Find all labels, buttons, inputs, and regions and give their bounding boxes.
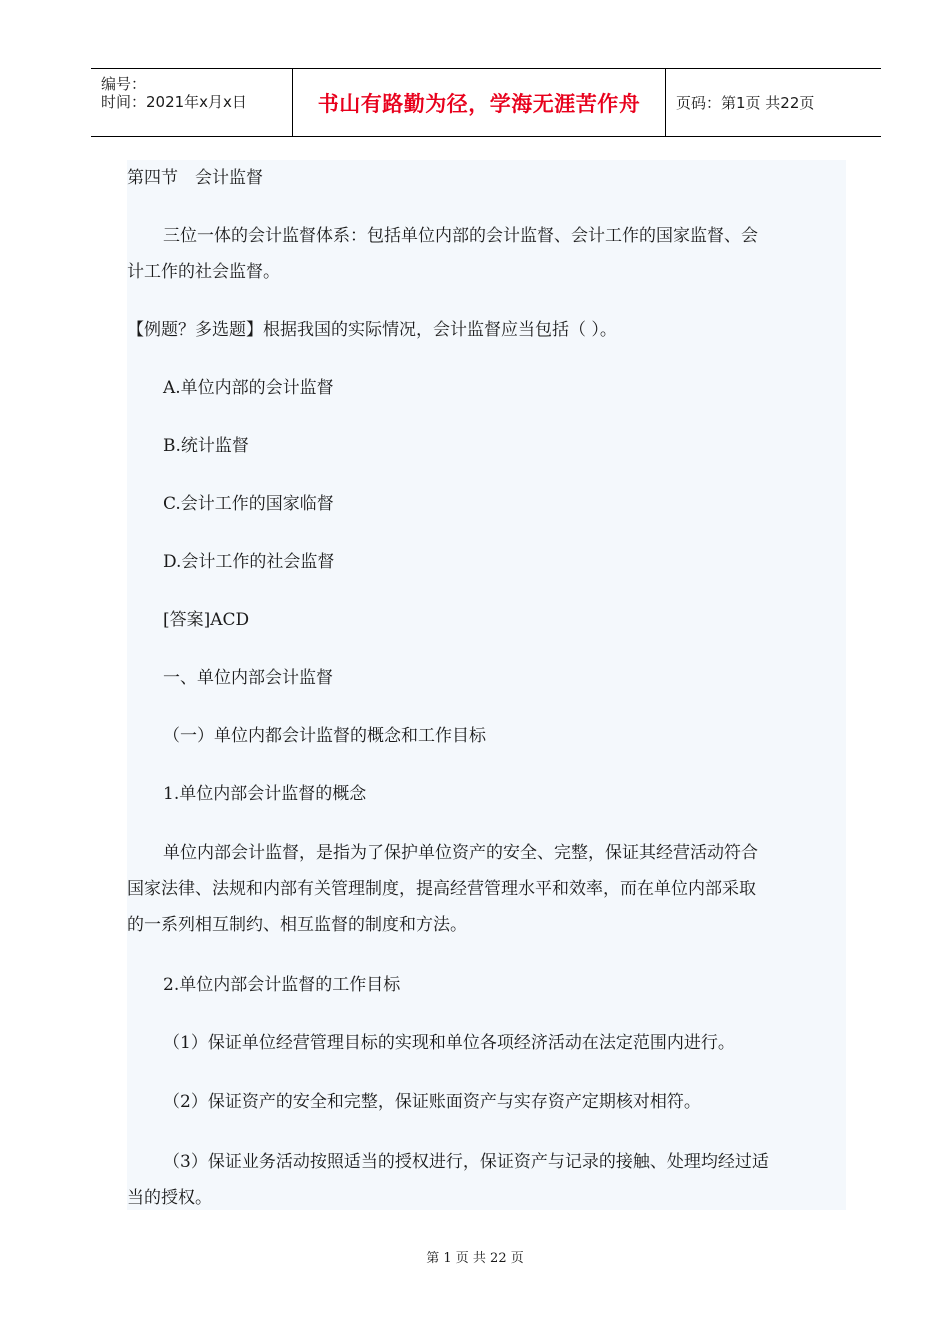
goal-3-line: 当的授权。 [127, 1188, 212, 1208]
heading-internal-supervision: 一、单位内部会计监督 [163, 668, 333, 688]
document-body [127, 160, 846, 1210]
heading-goals: 2.单位内部会计监督的工作目标 [163, 975, 401, 995]
subheading-concept-goals: （一）单位内都会计监督的概念和工作目标 [163, 726, 486, 746]
page-header [91, 68, 881, 137]
header-page-number: 页码：第1页 共22页 [676, 94, 815, 112]
intro-line: 三位一体的会计监督体系：包括单位内部的会计监督、会计工作的国家监督、会 [163, 226, 758, 246]
option-b: B.统计监督 [163, 436, 249, 456]
heading-concept: 1.单位内部会计监督的概念 [163, 784, 367, 804]
document-time-label: 时间：2021年x月x日 [101, 93, 247, 111]
section-title: 第四节 会计监督 [127, 168, 263, 188]
concept-line: 的一系列相互制约、相互监督的制度和方法。 [127, 915, 467, 935]
intro-paragraph [127, 218, 842, 290]
goal-3 [127, 1144, 842, 1216]
header-meta [91, 69, 293, 136]
goal-3-line: （3）保证业务活动按照适当的授权进行，保证资产与记录的接触、处理均经过适 [163, 1152, 769, 1172]
answer: [答案]ACD [163, 610, 250, 630]
option-d: D.会计工作的社会监督 [163, 552, 335, 572]
option-c: C.会计工作的国家临督 [163, 494, 334, 514]
intro-line: 计工作的社会监督。 [127, 262, 280, 282]
concept-paragraph [127, 835, 842, 943]
goal-2: （2）保证资产的安全和完整，保证账面资产与实存资产定期核对相符。 [163, 1092, 701, 1112]
concept-line: 单位内部会计监督，是指为了保护单位资产的安全、完整，保证其经营活动符合 [163, 843, 758, 863]
page-footer: 第 1 页 共 22 页 [426, 1251, 524, 1266]
document-number-label: 编号： [101, 75, 147, 93]
option-a: A.单位内部的会计监督 [163, 378, 334, 398]
header-motto-cell [293, 69, 666, 136]
concept-line: 国家法律、法规和内部有关管理制度，提高经营管理水平和效率，而在单位内部采取 [127, 879, 756, 899]
example-question: 【例题？多选题】根据我国的实际情况，会计监督应当包括（ ）。 [127, 320, 617, 340]
goal-1: （1）保证单位经营管理目标的实现和单位各项经济活动在法定范围内进行。 [163, 1033, 735, 1053]
header-motto: 书山有路勤为径，学海无涯苦作舟 [317, 91, 641, 116]
